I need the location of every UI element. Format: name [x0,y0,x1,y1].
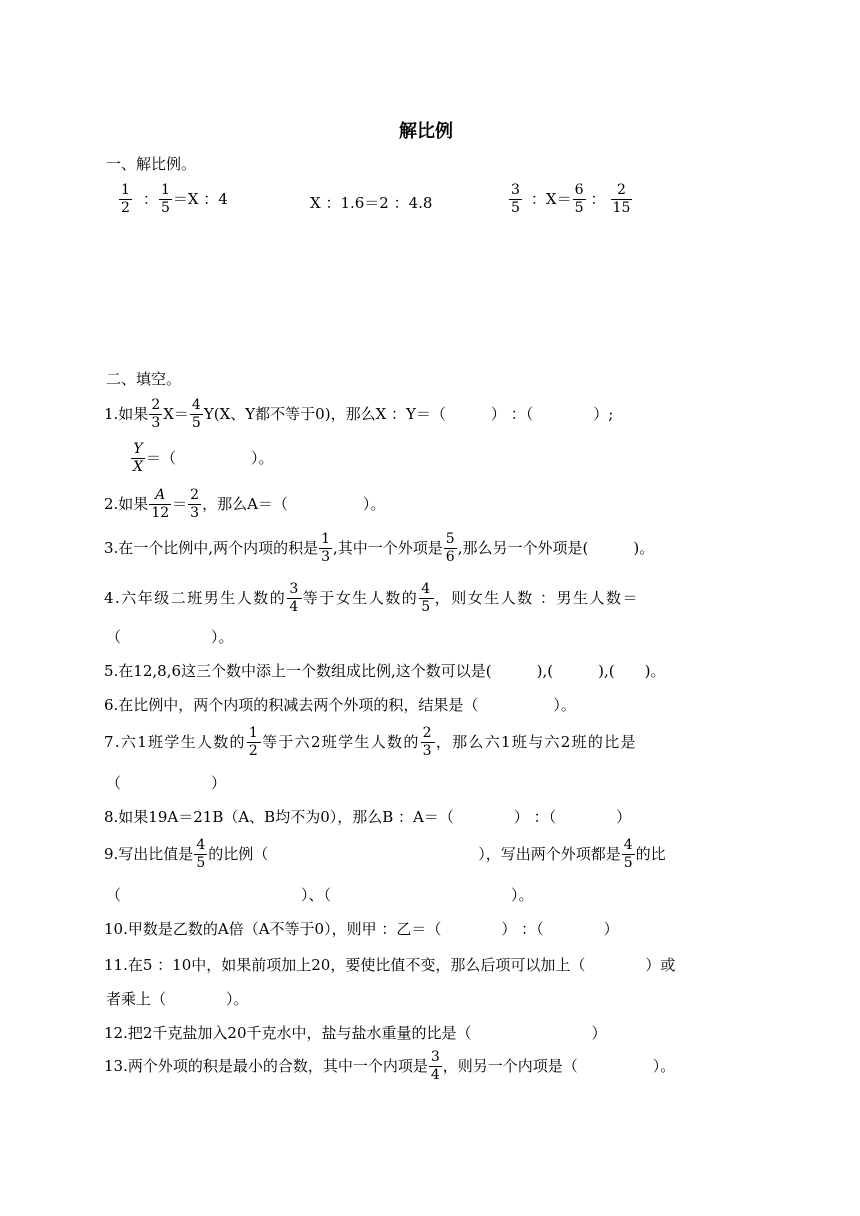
question-4 [104,582,639,614]
question-text: 13.两个外项的积是最小的合数，其中一个内项是 [104,1056,428,1075]
question-text: 的比 [635,844,666,863]
question-text: 4.六年级二班男生人数的 [104,588,287,607]
fraction: $\frac{4}{5}$ [191,397,201,431]
question-1 [104,398,613,430]
question-8: 8.如果19A＝21B（A、B均不为0），那么B ：A＝（ ） ：（ ） [104,808,632,826]
equation-3 [508,183,633,215]
fraction: $\frac{Y}{X}$ [133,441,143,475]
question-text: ,那么另一个外项是( )。 [457,538,655,557]
question-text: 等于女生人数的 [302,588,419,607]
fraction: $\frac{A}{12}$ [151,487,170,521]
question-text: 3.在一个比例中,两个内项的积是 [104,538,319,557]
question-6: 6.在比例中，两个内项的积减去两个外项的积，结果是（ ）。 [104,696,576,714]
fraction: $\frac{1}{5}$ [160,182,170,216]
question-text: 9.写出比值是 [104,844,194,863]
question-text: ,其中一个外项是 [333,538,443,557]
question-text: Y(X、Y都不等于0)，那么X ：Y＝（ ） ：（ ）; [203,404,614,423]
fraction: $\frac{2}{15}$ [612,182,631,216]
question-7 [104,726,637,758]
ratio-sign: ： [142,189,158,208]
question-text: ，那么A＝（ ）。 [202,494,386,513]
question-3 [104,532,654,564]
fraction: $\frac{3}{4}$ [289,581,300,615]
question-text: ，那么六1班与六2班的比是 [435,732,637,751]
question-text: ＝ [172,494,188,513]
question-11-line2: 者乘上（ ）。 [106,990,249,1008]
question-5: 5.在12,8,6这三个数中添上一个数组成比例,这个数可以是( ),( ),( )。 [104,662,666,680]
question-9-line2: （ ）、（ ）。 [106,886,534,904]
equation-text: ＝X ：4 [172,189,228,208]
equation-text: ：X＝ [530,189,572,208]
question-text: ，则另一个内项是（ ）。 [442,1056,676,1075]
question-text: 等于六2班学生人数的 [262,732,420,751]
question-1-line2 [130,442,273,474]
question-11: 11.在5 ：10中，如果前项加上20，要使比值不变，那么后项可以加上（ ）或 [104,956,676,974]
equation-1 [118,183,228,215]
question-2 [104,488,385,520]
question-text: 2.如果 [104,494,149,513]
fraction: $\frac{4}{5}$ [623,837,633,871]
question-text: ＝（ ）。 [145,448,274,467]
question-10: 10.甲数是乙数的A倍（A不等于0），则甲 ：乙＝（ ） ：（ ） [104,920,619,938]
fraction: $\frac{3}{4}$ [430,1049,440,1083]
section2-heading: 二、填空。 [106,370,182,388]
page-title: 解比例 [399,121,453,142]
question-12: 12.把2千克盐加入20千克水中，盐与盐水重量的比是（ ） [104,1024,607,1042]
fraction: $\frac{3}{5}$ [511,182,520,216]
question-7-line2: （ ） [106,774,227,792]
question-13 [104,1050,675,1082]
question-text: 7.六1班学生人数的 [104,732,246,751]
question-4-line2: （ ）。 [106,628,234,646]
fraction: $\frac{2}{3}$ [422,725,433,759]
question-9 [104,838,666,870]
fraction: $\frac{5}{6}$ [445,531,455,565]
fraction: $\frac{2}{3}$ [190,487,200,521]
fraction: $\frac{4}{5}$ [196,837,206,871]
ratio-sign: ： [590,189,606,208]
fraction: $\frac{4}{5}$ [421,581,432,615]
fraction: $\frac{1}{2}$ [121,182,130,216]
fraction: $\frac{6}{5}$ [574,182,584,216]
fraction: $\frac{1}{2}$ [248,725,260,759]
question-text: X＝ [163,404,189,423]
fraction: $\frac{2}{3}$ [151,397,161,431]
equation-2: X ：1.6＝2 ：4.8 [310,194,433,212]
question-text: ，则女生人数 ：男生人数＝ [434,588,639,607]
section1-heading: 一、解比例。 [106,155,197,173]
question-text: 1.如果 [104,404,149,423]
fraction: $\frac{1}{3}$ [321,531,331,565]
question-text: 的比例（ ），写出两个外项都是 [208,844,621,863]
